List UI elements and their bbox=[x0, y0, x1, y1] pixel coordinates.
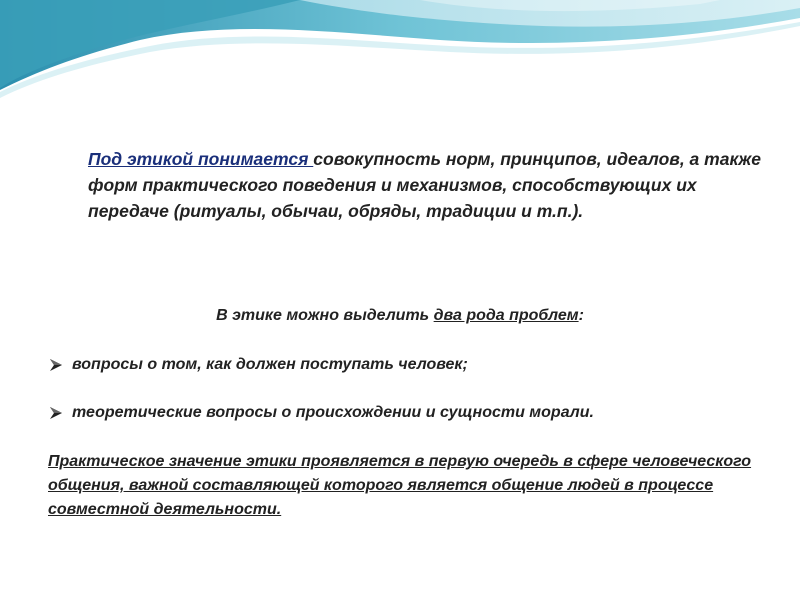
problems-heading-suffix: : bbox=[578, 307, 584, 324]
conclusion-paragraph: Практическое значение этики проявляется в первую очередь в сфере человеческого общения, важной составляющей которого является общение людей в процессе совместной деятельности. bbox=[48, 453, 752, 518]
problems-heading bbox=[0, 305, 800, 327]
definition-paragraph bbox=[88, 146, 768, 224]
list-item-text: вопросы о том, как должен поступать человек; bbox=[72, 356, 468, 373]
wave-decoration bbox=[0, 0, 800, 110]
definition-lead: Под этикой понимается bbox=[88, 149, 314, 169]
list-item bbox=[48, 354, 468, 376]
arrow-bullet-icon bbox=[48, 358, 64, 372]
list-item bbox=[48, 402, 594, 424]
problems-heading-prefix: В этике можно выделить bbox=[216, 307, 434, 324]
problems-heading-emphasis: два рода проблем bbox=[433, 307, 579, 324]
arrow-bullet-icon bbox=[48, 406, 64, 420]
list-item-text: теоретические вопросы о происхождении и сущности морали. bbox=[72, 404, 594, 421]
definition-body: совокупность норм, принципов, идеалов, а также форм практического поведения и механизмов, способствующих их передаче (ритуалы, обычаи, обряды, традиции и т.п.). bbox=[88, 149, 761, 221]
